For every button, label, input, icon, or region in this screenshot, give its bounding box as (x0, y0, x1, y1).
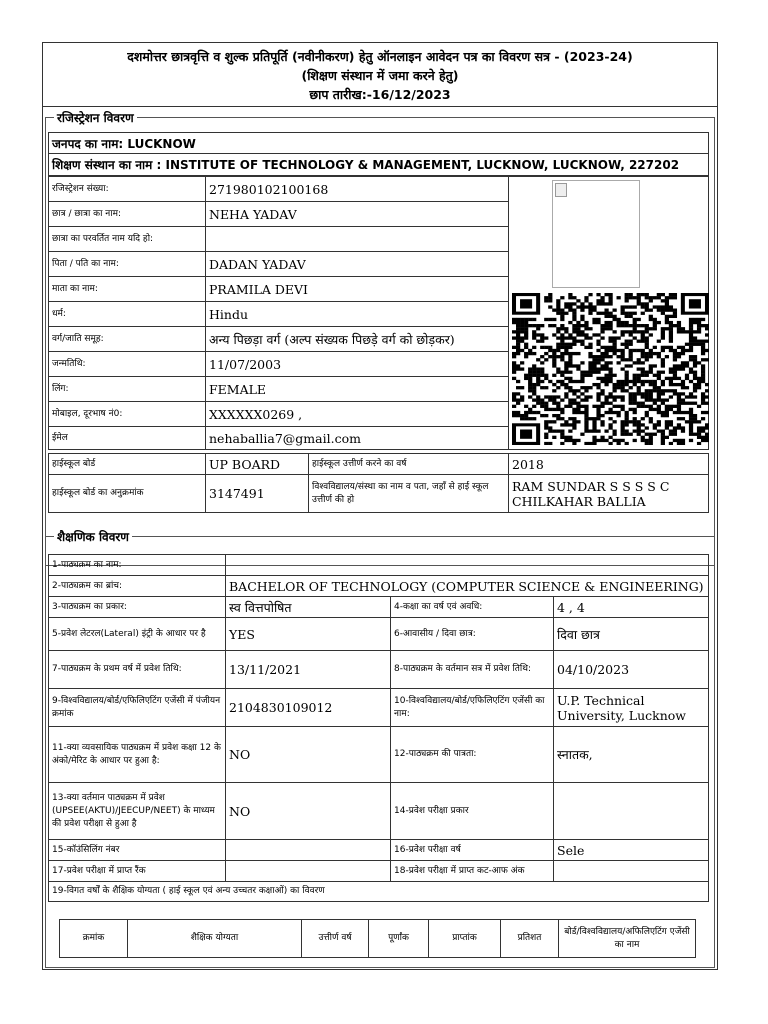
past-qualification-label: 19-विगत वर्षों के शैक्षिक योग्यता ( हाई स्कूल एवं अन्य उच्चतर कक्षाओं) का विवरण (49, 882, 709, 902)
registration-row-label: छात्रा का परवर्तित नाम यदि हो: (49, 227, 206, 252)
course-type-label: 3-पाठ्यक्रम का प्रकार: (49, 597, 226, 618)
hs-school-value: RAM SUNDAR S S S S C CHILKAHAR BALLIA (509, 475, 709, 513)
registration-row-value: 271980102100168 (206, 177, 509, 202)
history-header-cell: क्रमांक (60, 920, 128, 958)
current-session-date-label: 8-पाठ्यक्रम के वर्तमान सत्र में प्रवेश तिथि: (391, 651, 554, 689)
entrance-exam-year-value: Sele (554, 840, 709, 861)
course-eligibility-value: स्नातक, (554, 727, 709, 783)
registration-row-value: PRAMILA DEVI (206, 277, 509, 302)
class-year-label: 4-कक्षा का वर्ष एवं अवधि: (391, 597, 554, 618)
hs-board-label: हाईस्कूल बोर्ड (49, 454, 206, 475)
registration-row-value: NEHA YADAV (206, 202, 509, 227)
hs-board-value: UP BOARD (206, 454, 309, 475)
lateral-entry-label: 5-प्रवेश लेटरल(Lateral) इंट्री के आधार पर है (49, 618, 226, 651)
student-photo (552, 180, 640, 288)
hs-roll-value: 3147491 (206, 475, 309, 513)
class-year-value: 4 , 4 (554, 597, 709, 618)
hs-year-label: हाईस्कूल उत्तीर्ण करने का वर्ष (309, 454, 509, 475)
course-branch-label: 2-पाठ्यक्रम का ब्रांच: (49, 576, 226, 597)
resident-label: 6-आवासीय / दिवा छात्र: (391, 618, 554, 651)
counselling-number-value (226, 840, 391, 861)
registration-row-value (206, 227, 509, 252)
registration-row-label: पिता / पति का नाम: (49, 252, 206, 277)
entrance-exam-type-label: 14-प्रवेश परीक्षा प्रकार (391, 783, 554, 840)
course-name-label: 1-पाठ्यक्रम का नाम: (49, 555, 226, 576)
first-year-date-label: 7-पाठ्यक्रम के प्रथम वर्ष में प्रवेश तिथि: (49, 651, 226, 689)
history-header-cell: पूर्णांक (369, 920, 429, 958)
registration-row-value: अन्य पिछड़ा वर्ग (अल्प संख्यक पिछड़े वर्ग को छोड़कर) (206, 327, 509, 352)
history-header-cell: उत्तीर्ण वर्ष (302, 920, 369, 958)
entrance-exam-admission-value: NO (226, 783, 391, 840)
history-header-cell: बोर्ड/विश्वविद्यालय/अफिलिएटिंग एजेंसी का नाम (559, 920, 696, 958)
course-name-value (226, 555, 709, 576)
institute-name: शिक्षण संस्थान का नाम : INSTITUTE OF TECHNOLOGY & MANAGEMENT, LUCKNOW, LUCKNOW, 227202 (49, 154, 709, 176)
counselling-number-label: 15-कॉउंसिलिंग नंबर (49, 840, 226, 861)
print-date: छाप तारीख:-16/12/2023 (309, 87, 451, 102)
highschool-table (48, 453, 709, 513)
registration-table (48, 132, 709, 176)
hs-roll-label: हाईस्कूल बोर्ड का अनुक्रमांक (49, 475, 206, 513)
registration-row-label: रजिस्ट्रेशन संख्या: (49, 177, 206, 202)
form-subtitle: (शिक्षण संस्थान में जमा करने हेतु) (301, 68, 459, 83)
entrance-rank-value (226, 861, 391, 882)
registration-row-value: nehaballia7@gmail.com (206, 427, 509, 450)
course-branch-value: BACHELOR OF TECHNOLOGY (COMPUTER SCIENCE & ENGINEERING) (226, 576, 709, 597)
university-name-label: 10-विश्वविद्यालय/बोर्ड/एफिलिएटिंग एजेंसी का नाम: (391, 689, 554, 727)
hs-year-value: 2018 (509, 454, 709, 475)
academic-table (48, 554, 709, 902)
registration-row-value: XXXXXX0269 , (206, 402, 509, 427)
hs-school-label: विश्वविद्यालय/संस्था का नाम व पता, जहाँ से हाई स्कूल उत्तीर्ण की हो (309, 475, 509, 513)
registration-row-value: 11/07/2003 (206, 352, 509, 377)
registration-row-value: FEMALE (206, 377, 509, 402)
form-title: दशमोत्तर छात्रवृत्ति व शुल्क प्रतिपूर्ति (नवीनीकरण) हेतु ऑनलाइन आवेदन पत्र का विवरण सत्र - (2023-24) (127, 49, 633, 64)
merit-admission-value: NO (226, 727, 391, 783)
qualification-history-table (59, 919, 696, 958)
registration-legend: रजिस्ट्रेशन विवरण (57, 111, 134, 125)
entrance-exam-admission-label: 13-क्या वर्तमान पाठ्यक्रम में प्रवेश (UPSEE(AKTU)/JEECUP/NEET) के माध्यम की प्रवेश परीक्षा से हुआ है (49, 783, 226, 840)
qr-code (512, 293, 709, 445)
lateral-entry-value: YES (226, 618, 391, 651)
cutoff-marks-label: 18-प्रवेश परीक्षा में प्राप्त कट-आफ अंक (391, 861, 554, 882)
district-name: जनपद का नाम: LUCKNOW (49, 133, 709, 154)
entrance-exam-type-value (554, 783, 709, 840)
resident-value: दिवा छात्र (554, 618, 709, 651)
registration-row-label: ईमेल (49, 427, 206, 450)
application-form (42, 42, 718, 970)
registration-row-label: मोबाइल, दूरभाष नं0: (49, 402, 206, 427)
course-type-value: स्व वित्तपोषित (226, 597, 391, 618)
registration-row-label: जन्मतिथि: (49, 352, 206, 377)
history-header-cell: शैक्षिक योग्यता (128, 920, 302, 958)
registration-row-value: DADAN YADAV (206, 252, 509, 277)
registration-row-label: धर्म: (49, 302, 206, 327)
photo-area (505, 178, 705, 290)
university-reg-label: 9-विश्वविद्यालय/बोर्ड/एफिलिएटिंग एजेंसी में पंजीयन क्रमांक (49, 689, 226, 727)
university-reg-value: 2104830109012 (226, 689, 391, 727)
entrance-rank-label: 17-प्रवेश परीक्षा में प्राप्त रैंक (49, 861, 226, 882)
entrance-exam-year-label: 16-प्रवेश परीक्षा वर्ष (391, 840, 554, 861)
cutoff-marks-value (554, 861, 709, 882)
registration-row-label: वर्ग/जाति समूह: (49, 327, 206, 352)
history-header-cell: प्रतिशत (501, 920, 559, 958)
university-name-value: U.P. Technical University, Lucknow (554, 689, 709, 727)
registration-row-label: छात्र / छात्रा का नाम: (49, 202, 206, 227)
current-session-date-value: 04/10/2023 (554, 651, 709, 689)
merit-admission-label: 11-क्या व्यवसायिक पाठ्यक्रम में प्रवेश कक्षा 12 के अंको/मेरिट के आधार पर हुआ है: (49, 727, 226, 783)
history-header-cell: प्राप्तांक (429, 920, 501, 958)
academic-legend: शैक्षणिक विवरण (57, 530, 129, 544)
broken-image-icon (555, 183, 567, 197)
registration-row-label: माता का नाम: (49, 277, 206, 302)
registration-row-value: Hindu (206, 302, 509, 327)
registration-row-label: लिंग: (49, 377, 206, 402)
course-eligibility-label: 12-पाठ्यक्रम की पात्रता: (391, 727, 554, 783)
form-header (43, 43, 717, 107)
first-year-date-value: 13/11/2021 (226, 651, 391, 689)
